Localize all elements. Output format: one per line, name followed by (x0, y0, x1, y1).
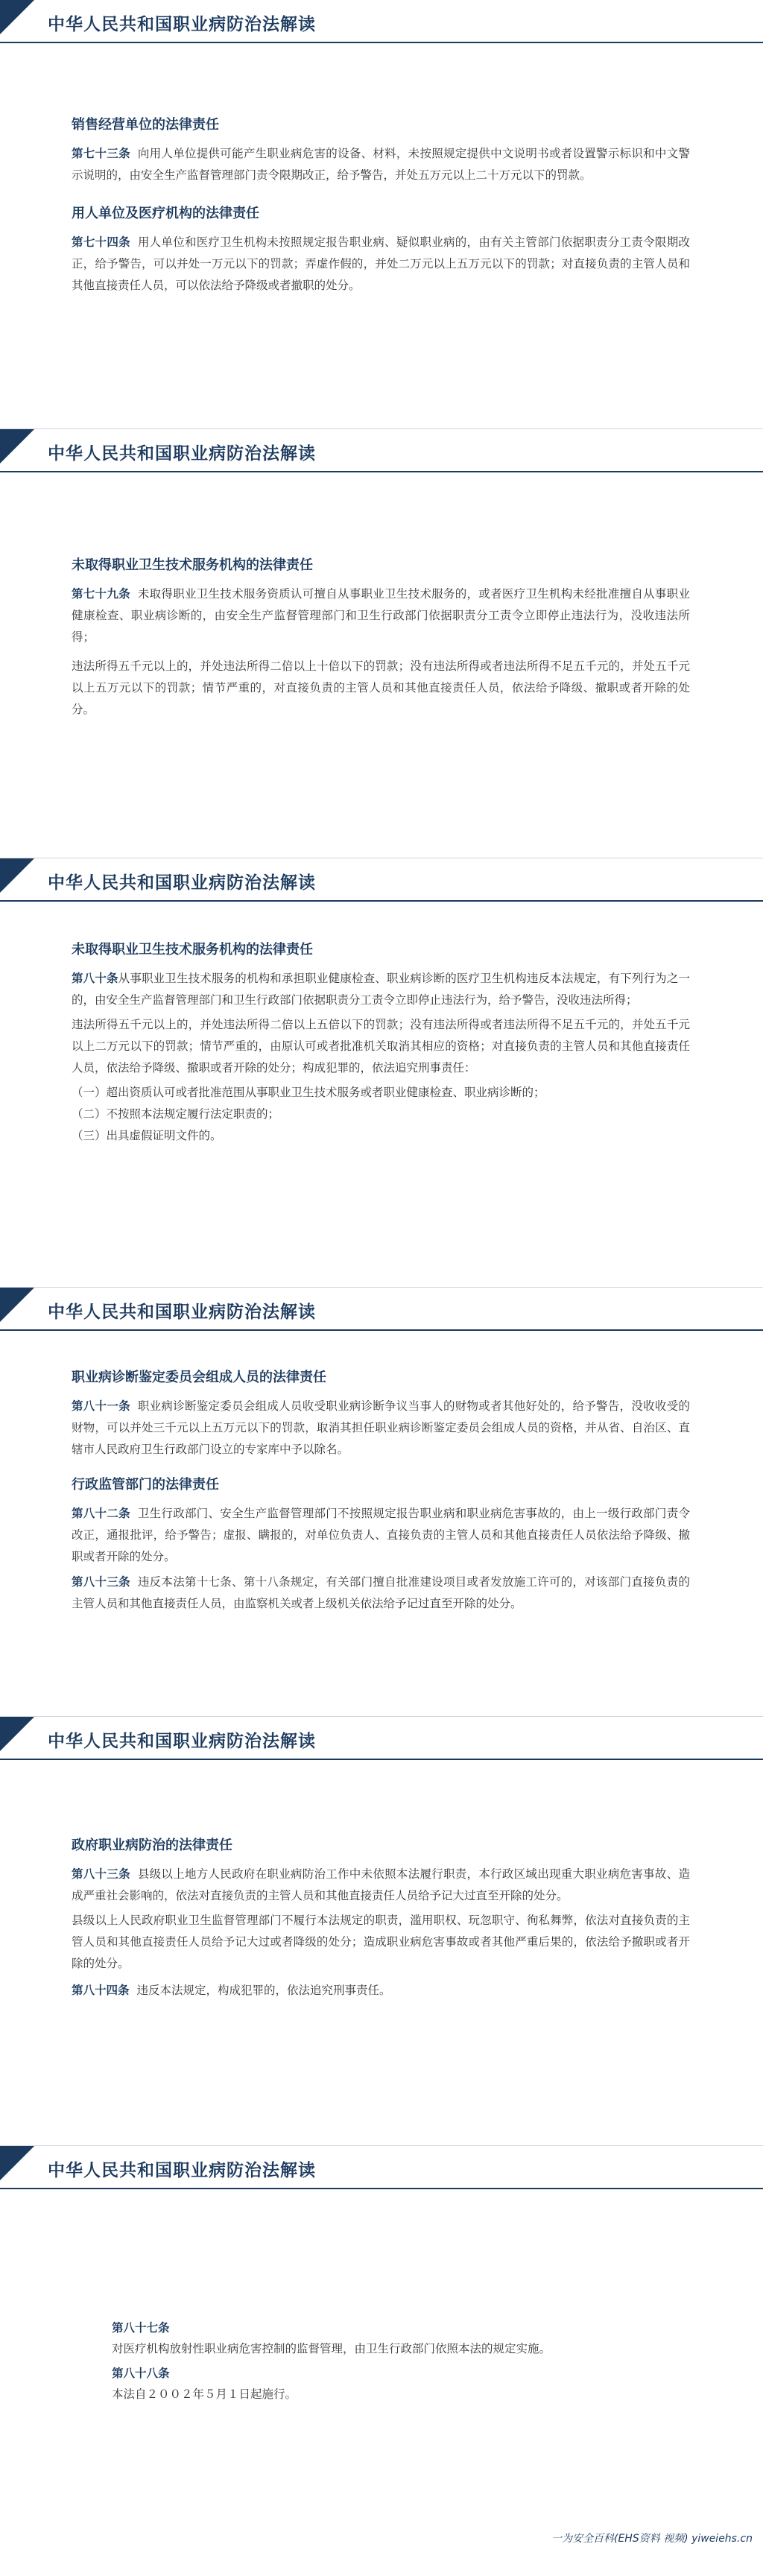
header-rule (0, 2188, 763, 2189)
article-paragraph (72, 142, 690, 186)
slide-title: 中华人民共和国职业病防治法解读 (48, 2161, 316, 2180)
section-heading: 职业病诊断鉴定委员会组成人员的法律责任 (72, 1370, 326, 1385)
article-number: 第八十三条 (72, 1575, 130, 1589)
list-item: （一）超出资质认可或者批准范围从事职业卫生技术服务或者职业健康检查、职业病诊断的； (72, 1086, 545, 1099)
slide-4 (0, 1288, 763, 1717)
article-paragraph (72, 1502, 690, 1568)
article-number: 第八十四条 (72, 1983, 130, 1997)
header-triangle-icon (0, 858, 34, 893)
section-heading: 销售经营单位的法律责任 (72, 117, 219, 133)
header-rule (0, 471, 763, 472)
header-rule (0, 42, 763, 43)
article-text: 未取得职业卫生技术服务资质认可擅自从事职业卫生技术服务的，或者医疗卫生机构未经批准擅自从事职业健康检查、职业病诊断的，由安全生产监督管理部门和卫生行政部门依据职责分工责令立即停止违法行为，没收违法所得； (72, 587, 690, 644)
article-number: 第八十三条 (72, 1867, 130, 1881)
article-number: 第八十条 (72, 971, 118, 985)
article-paragraph (72, 1014, 690, 1079)
article-text: 县级以上人民政府职业卫生监督管理部门不履行本法规定的职责，滥用职权、玩忽职守、徇私舞弊，依法对直接负责的主管人员和其他直接责任人员给予记大过或者降级的处分；造成职业病危害事故或者其他严重后果的，依法给予撤职或者开除的处分。 (72, 1914, 690, 1970)
article-paragraph (72, 231, 690, 297)
slide-body (72, 1829, 690, 2004)
header-rule (0, 1759, 763, 1760)
footer-watermark[interactable]: 一为安全百科(EHS资料 视频) yiweiehs.cn (551, 2533, 753, 2545)
article-text: 违法所得五千元以上的，并处违法所得二倍以上五倍以下的罚款；没有违法所得或者违法所得不足五千元的，并处五千元以上二万元以下的罚款；情节严重的，由原认可或者批准机关取消其相应的资格；对直接负责的主管人员和其他直接责任人员，依法给予降级、撤职或者开除的处分；构成犯罪的，依法追究刑事责任： (72, 1018, 690, 1075)
header-triangle-icon (0, 0, 34, 34)
slide-header (0, 1288, 763, 1329)
article-paragraph (72, 656, 690, 721)
article-text: 对医疗机构放射性职业病危害控制的监督管理，由卫生行政部门依照本法的规定实施。 (112, 2342, 551, 2355)
header-triangle-icon (0, 2146, 34, 2180)
article-number: 第七十四条 (72, 235, 130, 249)
article-number: 第八十二条 (72, 1506, 130, 1520)
slide-header (0, 429, 763, 471)
article-text: 县级以上地方人民政府在职业病防治工作中未依照本法履行职责，本行政区域出现重大职业病危害事故、造成严重社会影响的，依法对直接负责的主管人员和其他直接责任人员给予记大过直至开除的处分。 (72, 1867, 690, 1902)
slide-body (72, 108, 690, 300)
slide-body (72, 548, 690, 724)
slide-body (72, 933, 690, 1147)
article-paragraph (72, 1979, 690, 2001)
article-paragraph (72, 1910, 690, 1975)
section-heading: 行政监管部门的法律责任 (72, 1477, 219, 1493)
list-item: （二）不按照本法规定履行法定职责的； (72, 1107, 280, 1121)
slide-title: 中华人民共和国职业病防治法解读 (48, 873, 316, 893)
slide-title: 中华人民共和国职业病防治法解读 (48, 1303, 316, 1322)
slide-5 (0, 1717, 763, 2146)
header-rule (0, 1329, 763, 1331)
section-heading: 未取得职业卫生技术服务机构的法律责任 (72, 942, 313, 958)
slide-header (0, 1717, 763, 1759)
article-text: 本法自２００２年５月１日起施行。 (112, 2387, 297, 2401)
article-text: 卫生行政部门、安全生产监督管理部门不按照规定报告职业病和职业病危害事故的，由上一级行政部门责令改正，通报批评，给予警告；虚报、瞒报的，对单位负责人、直接负责的主管人员和其他直接责任人员依法给予降级、撤职或者开除的处分。 (72, 1507, 690, 1563)
article-paragraph (72, 583, 690, 648)
article-number: 第八十一条 (72, 1399, 130, 1413)
article-text: 违法所得五千元以上的，并处违法所得二倍以上十倍以下的罚款；没有违法所得或者违法所得不足五千元的，并处五千元以上五万元以下的罚款；情节严重的，对直接负责的主管人员和其他直接责任人员，依法给予降级、撤职或者开除的处分。 (72, 659, 690, 716)
article-paragraph (72, 1395, 690, 1461)
article-number: 第七十三条 (72, 146, 130, 160)
header-triangle-icon (0, 1288, 34, 1322)
article-text: 向用人单位提供可能产生职业病危害的设备、材料，未按照规定提供中文说明书或者设置警示标识和中文警示说明的，由安全生产监督管理部门责令限期改正，给予警告，并处五万元以上二十万元以下的罚款。 (72, 147, 690, 182)
slide-body (112, 2317, 693, 2408)
section-heading: 政府职业病防治的法律责任 (72, 1838, 232, 1853)
slide-2 (0, 429, 763, 858)
list-item: （三）出具虚假证明文件的。 (72, 1129, 222, 1142)
article-paragraph (72, 1863, 690, 1907)
section-heading: 用人单位及医疗机构的法律责任 (72, 206, 259, 221)
article-text: 职业病诊断鉴定委员会组成人员收受职业病诊断争议当事人的财物或者其他好处的，给予警告，没收收受的财物，可以并处三千元以上五万元以下的罚款，取消其担任职业病诊断鉴定委员会组成人员的资格，并从省、自治区、直辖市人民政府卫生行政部门设立的专家库中予以除名。 (72, 1399, 690, 1456)
article-text: 违反本法规定，构成犯罪的，依法追究刑事责任。 (136, 1984, 391, 1997)
article-paragraph (72, 1571, 690, 1615)
header-triangle-icon (0, 429, 34, 463)
slide-3 (0, 858, 763, 1288)
slide-body (72, 1361, 690, 1618)
article-number: 第七十九条 (72, 586, 130, 601)
header-rule (0, 900, 763, 902)
section-heading: 未取得职业卫生技术服务机构的法律责任 (72, 557, 313, 573)
slide-1 (0, 0, 763, 429)
slide-6 (0, 2146, 763, 2576)
article-label: 第八十七条 (112, 2320, 170, 2335)
article-text: 违反本法第十七条、第十八条规定，有关部门擅自批准建设项目或者发放施工许可的，对该部门直接负责的主管人员和其他直接责任人员，由监察机关或者上级机关依法给予记过直至开除的处分。 (72, 1575, 690, 1610)
header-triangle-icon (0, 1717, 34, 1751)
article-paragraph (72, 967, 690, 1011)
slide-header (0, 858, 763, 900)
slide-title: 中华人民共和国职业病防治法解读 (48, 1732, 316, 1751)
slide-header (0, 0, 763, 42)
article-label: 第八十八条 (112, 2366, 170, 2380)
slide-header (0, 2146, 763, 2188)
slide-title: 中华人民共和国职业病防治法解读 (48, 15, 316, 34)
article-text: 用人单位和医疗卫生机构未按照规定报告职业病、疑似职业病的，由有关主管部门依据职责分工责令限期改正，给予警告，可以并处一万元以下的罚款；弄虚作假的，并处二万元以上五万元以下的罚款；对直接负责的主管人员和其他直接责任人员，可以依法给予降级或者撤职的处分。 (72, 235, 690, 292)
slide-title: 中华人民共和国职业病防治法解读 (48, 444, 316, 463)
article-text: 从事职业卫生技术服务的机构和承担职业健康检查、职业病诊断的医疗卫生机构违反本法规定，有下列行为之一的，由安全生产监督管理部门和卫生行政部门依据职责分工责令立即停止违法行为，给予警告，没收违法所得； (72, 972, 690, 1007)
